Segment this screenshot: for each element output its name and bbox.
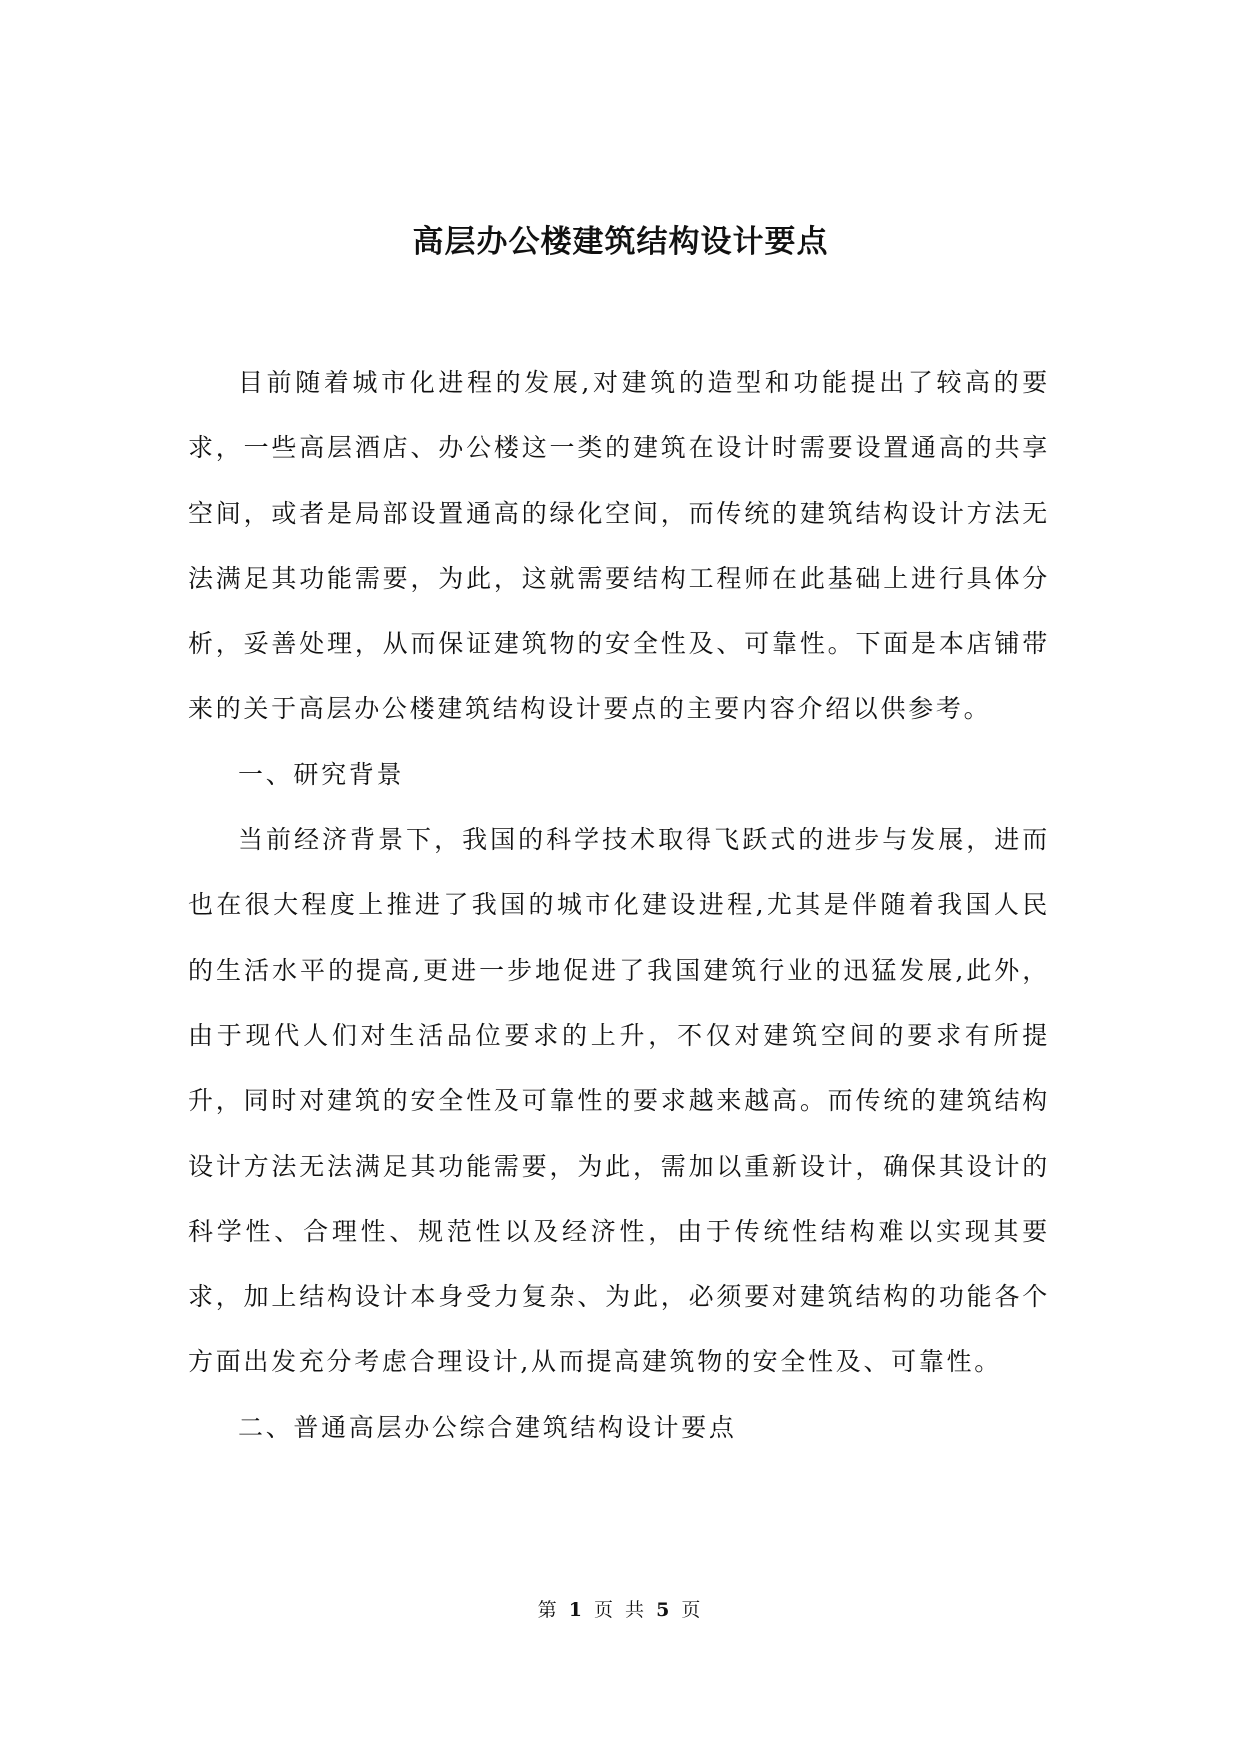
footer-prefix: 第 <box>537 1599 560 1621</box>
paragraph-intro: 目前随着城市化进程的发展,对建筑的造型和功能提出了较高的要求，一些高层酒店、办公楼这一类的建筑在设计时需要设置通高的共享空间，或者是局部设置通高的绿化空间，而传统的建筑结构设计方法无法满足其功能需要，为此，这就需要结构工程师在此基础上进行具体分析，妥善处理，从而保证建筑物的安全性及、可靠性。下面是本店铺带来的关于高层办公楼建筑结构设计要点的主要内容介绍以供参考。 <box>188 368 1050 724</box>
document-body <box>188 350 1050 1460</box>
footer-suffix: 页 <box>681 1599 704 1621</box>
page-footer <box>0 1598 1241 1622</box>
document-title: 高层办公楼建筑结构设计要点 <box>412 224 829 260</box>
current-page-number: 1 <box>568 1599 585 1621</box>
section-heading-background: 一、研究背景 <box>238 759 405 789</box>
total-page-count: 5 <box>656 1599 673 1621</box>
paragraph-background: 当前经济背景下，我国的科学技术取得飞跃式的进步与发展，进而也在很大程度上推进了我国的城市化建设进程,尤其是伴随着我国人民的生活水平的提高,更进一步地促进了我国建筑行业的迅猛发展,此外，由于现代人们对生活品位要求的上升，不仅对建筑空间的要求有所提升，同时对建筑的安全性及可靠性的要求越来越高。而传统的建筑结构设计方法无法满足其功能需要，为此，需加以重新设计，确保其设计的科学性、合理性、规范性以及经济性，由于传统性结构难以实现其要求，加上结构设计本身受力复杂、为此，必须要对建筑结构的功能各个方面出发充分考虑合理设计,从而提高建筑物的安全性及、可靠性。 <box>188 825 1050 1377</box>
section-heading-design-points: 二、普通高层办公综合建筑结构设计要点 <box>238 1412 737 1442</box>
footer-middle: 页 共 <box>593 1599 648 1621</box>
